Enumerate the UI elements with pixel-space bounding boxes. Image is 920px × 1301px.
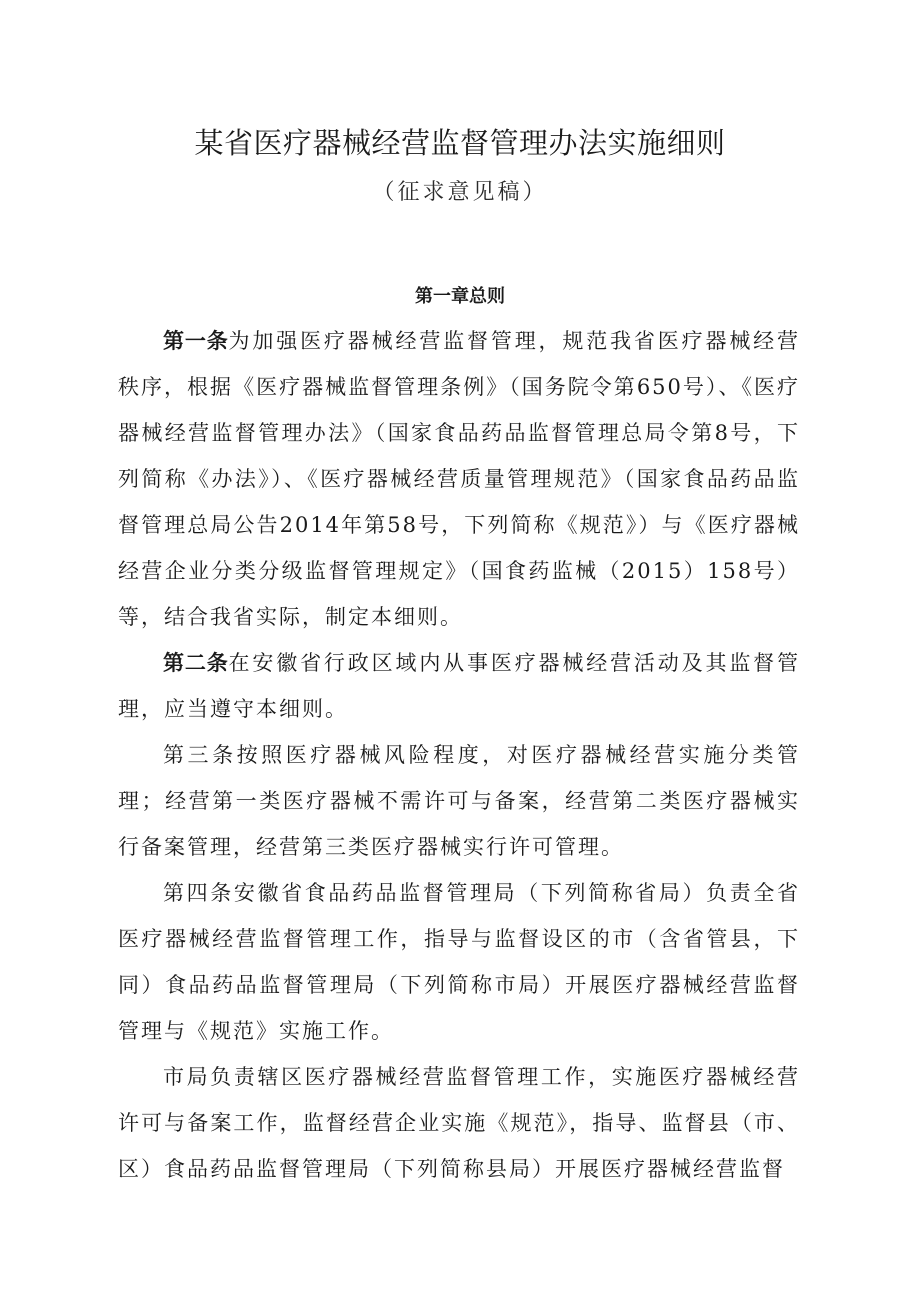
article-4-text: 第四条安徽省食品药品监督管理局（下列简称省局）负责全省医疗器械经营监督管理工作，指导与监督设区的市（含省管县，下同）食品药品监督管理局（下列简称市局）开展医疗器械经营监督管理与《规范》实施工作。	[118, 881, 800, 1043]
article-1-lead: 第一条	[163, 329, 229, 353]
chapter-heading: 第一章总则	[415, 286, 505, 307]
article-2-text: 在安徽省行政区域内从事医疗器械经营活动及其监督管理，应当遵守本细则。	[118, 651, 801, 721]
article-2-paragraph	[118, 640, 800, 732]
article-1-text: 为加强医疗器械经营监督管理，规范我省医疗器械经营秩序，根据《医疗器械监督管理条例》（国务院令第650号）、《医疗器械经营监督管理办法》（国家食品药品监督管理总局令第8号，下列简称《办法》）、《医疗器械经营质量管理规范》（国家食品药品监督管理总局公告2014年第58号，下列简称《规范》）与《医疗器械经营企业分类分级监督管理规定》（国食药监械（2015）158号）等，结合我省实际，制定本细则。	[118, 329, 801, 629]
article-3-paragraph	[118, 732, 800, 870]
article-3-text: 第三条按照医疗器械风险程度，对医疗器械经营实施分类管理；经营第一类医疗器械不需许可与备案，经营第二类医疗器械实行备案管理，经营第三类医疗器械实行许可管理。	[118, 743, 800, 859]
document-body	[118, 318, 800, 1192]
article-4-continuation-text: 市局负责辖区医疗器械经营监督管理工作，实施医疗器械经营许可与备案工作，监督经营企业实施《规范》，指导、监督县（市、区）食品药品监督管理局（下列简称县局）开展医疗器械经营监督	[118, 1065, 800, 1181]
article-4-paragraph	[118, 870, 800, 1054]
article-1-paragraph	[118, 318, 800, 640]
article-4-continuation-paragraph	[118, 1054, 800, 1192]
article-2-lead: 第二条	[163, 651, 229, 675]
document-subtitle: （征求意见稿）	[372, 180, 548, 205]
document-title: 某省医疗器械经营监督管理办法实施细则	[194, 126, 726, 160]
